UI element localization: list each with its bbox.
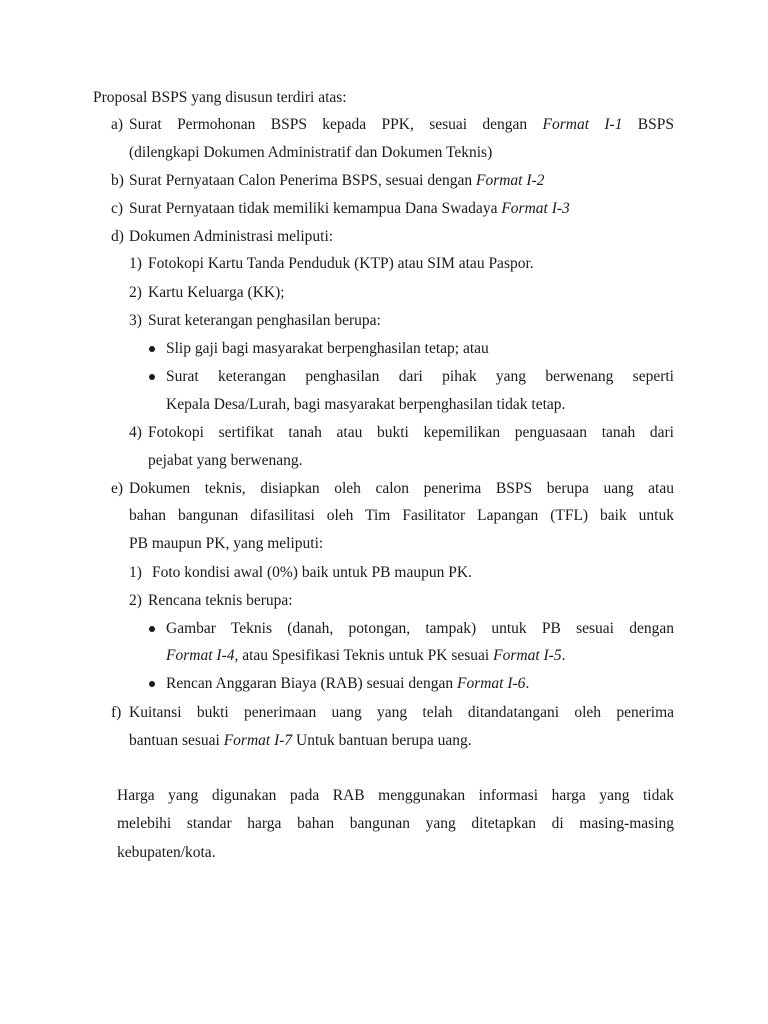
bullet-surat-keterangan-line2: Kepala Desa/Lurah, bagi masyarakat berpenghasilan tidak tetap. xyxy=(166,396,566,413)
format-i4-ref: Format I-4 xyxy=(166,647,235,664)
item-a-line1: Surat Permohonan BSPS kepada PPK, sesuai dengan Format I-1 BSPS xyxy=(129,116,674,133)
item-d4-line2: pejabat yang berwenang. xyxy=(148,452,303,469)
bullet-dot xyxy=(149,626,155,632)
bullet-dot xyxy=(149,346,155,352)
bullet-dot xyxy=(149,374,155,380)
item-e2-label: 2) xyxy=(129,592,142,609)
bullet-surat-keterangan-line1: Surat keterangan penghasilan dari pihak yang berwenang seperti xyxy=(166,368,674,385)
item-d2-label: 2) xyxy=(129,284,142,301)
item-b-label: b) xyxy=(111,172,124,189)
item-d-title: Dokumen Administrasi meliputi: xyxy=(129,228,334,245)
item-c-text: Surat Pernyataan tidak memiliki kemampua Dana Swadaya Format I-3 xyxy=(129,200,570,217)
item-e-label: e) xyxy=(111,480,124,497)
format-i5-ref: Format I-5 xyxy=(493,647,562,664)
format-i3-ref: Format I-3 xyxy=(501,200,570,217)
item-a-line2: (dilengkapi Dokumen Administratif dan Dokumen Teknis) xyxy=(129,144,493,161)
item-f-label: f) xyxy=(111,704,122,721)
item-f-line1: Kuitansi bukti penerimaan uang yang telah ditandatangani oleh penerima xyxy=(129,704,674,721)
item-c-label: c) xyxy=(111,200,124,217)
item-e-line1: Dokumen teknis, disiapkan oleh calon penerima BSPS berupa uang atau xyxy=(129,480,674,497)
item-e2-text: Rencana teknis berupa: xyxy=(148,592,293,609)
item-e1-text: Foto kondisi awal (0%) baik untuk PB maupun PK. xyxy=(152,564,472,581)
bullet-gambar-teknis-line1: Gambar Teknis (danah, potongan, tampak) untuk PB sesuai dengan xyxy=(166,620,674,637)
intro-text: Proposal BSPS yang disusun terdiri atas: xyxy=(93,89,347,106)
bullet-slip-gaji: Slip gaji bagi masyarakat berpenghasilan tetap; atau xyxy=(166,340,489,357)
item-e1-label: 1) xyxy=(129,564,142,581)
item-d4-label: 4) xyxy=(129,424,142,441)
item-a-label: a) xyxy=(111,116,124,133)
item-d3-text: Surat keterangan penghasilan berupa: xyxy=(148,312,381,329)
item-d1-text: Fotokopi Kartu Tanda Penduduk (KTP) atau SIM atau Paspor. xyxy=(148,255,534,272)
item-d-label: d) xyxy=(111,228,124,245)
item-e-line3: PB maupun PK, yang meliputi: xyxy=(129,535,324,552)
format-i6-ref: Format I-6 xyxy=(456,675,526,692)
bullet-dot xyxy=(149,681,155,687)
closing-line3: kebupaten/kota. xyxy=(117,844,216,861)
item-d3-label: 3) xyxy=(129,312,142,329)
item-b-text: Surat Pernyataan Calon Penerima BSPS, sesuai dengan Format I-2 xyxy=(129,172,545,189)
bullet-gambar-teknis-line2: Format I-4, atau Spesifikasi Teknis untuk PK sesuai Format I-5. xyxy=(166,647,566,664)
bullet-rab: Rencan Anggaran Biaya (RAB) sesuai dengan Format I-6. xyxy=(166,675,530,692)
item-e-line2: bahan bangunan difasilitasi oleh Tim Fasilitator Lapangan (TFL) baik untuk xyxy=(129,507,674,524)
format-i1-ref: Format I-1 xyxy=(542,116,623,133)
closing-line2: melebihi standar harga bahan bangunan yang ditetapkan di masing-masing xyxy=(117,815,674,832)
item-f-line2: bantuan sesuai Format I-7 Untuk bantuan berupa uang. xyxy=(129,732,472,749)
item-d1-label: 1) xyxy=(129,255,142,272)
format-i7-ref: Format I-7 xyxy=(223,732,293,749)
item-d2-text: Kartu Keluarga (KK); xyxy=(148,284,285,301)
closing-line1: Harga yang digunakan pada RAB menggunakan informasi harga yang tidak xyxy=(117,787,674,804)
format-i2-ref: Format I-2 xyxy=(475,172,545,189)
item-d4-line1: Fotokopi sertifikat tanah atau bukti kepemilikan penguasaan tanah dari xyxy=(148,424,674,441)
